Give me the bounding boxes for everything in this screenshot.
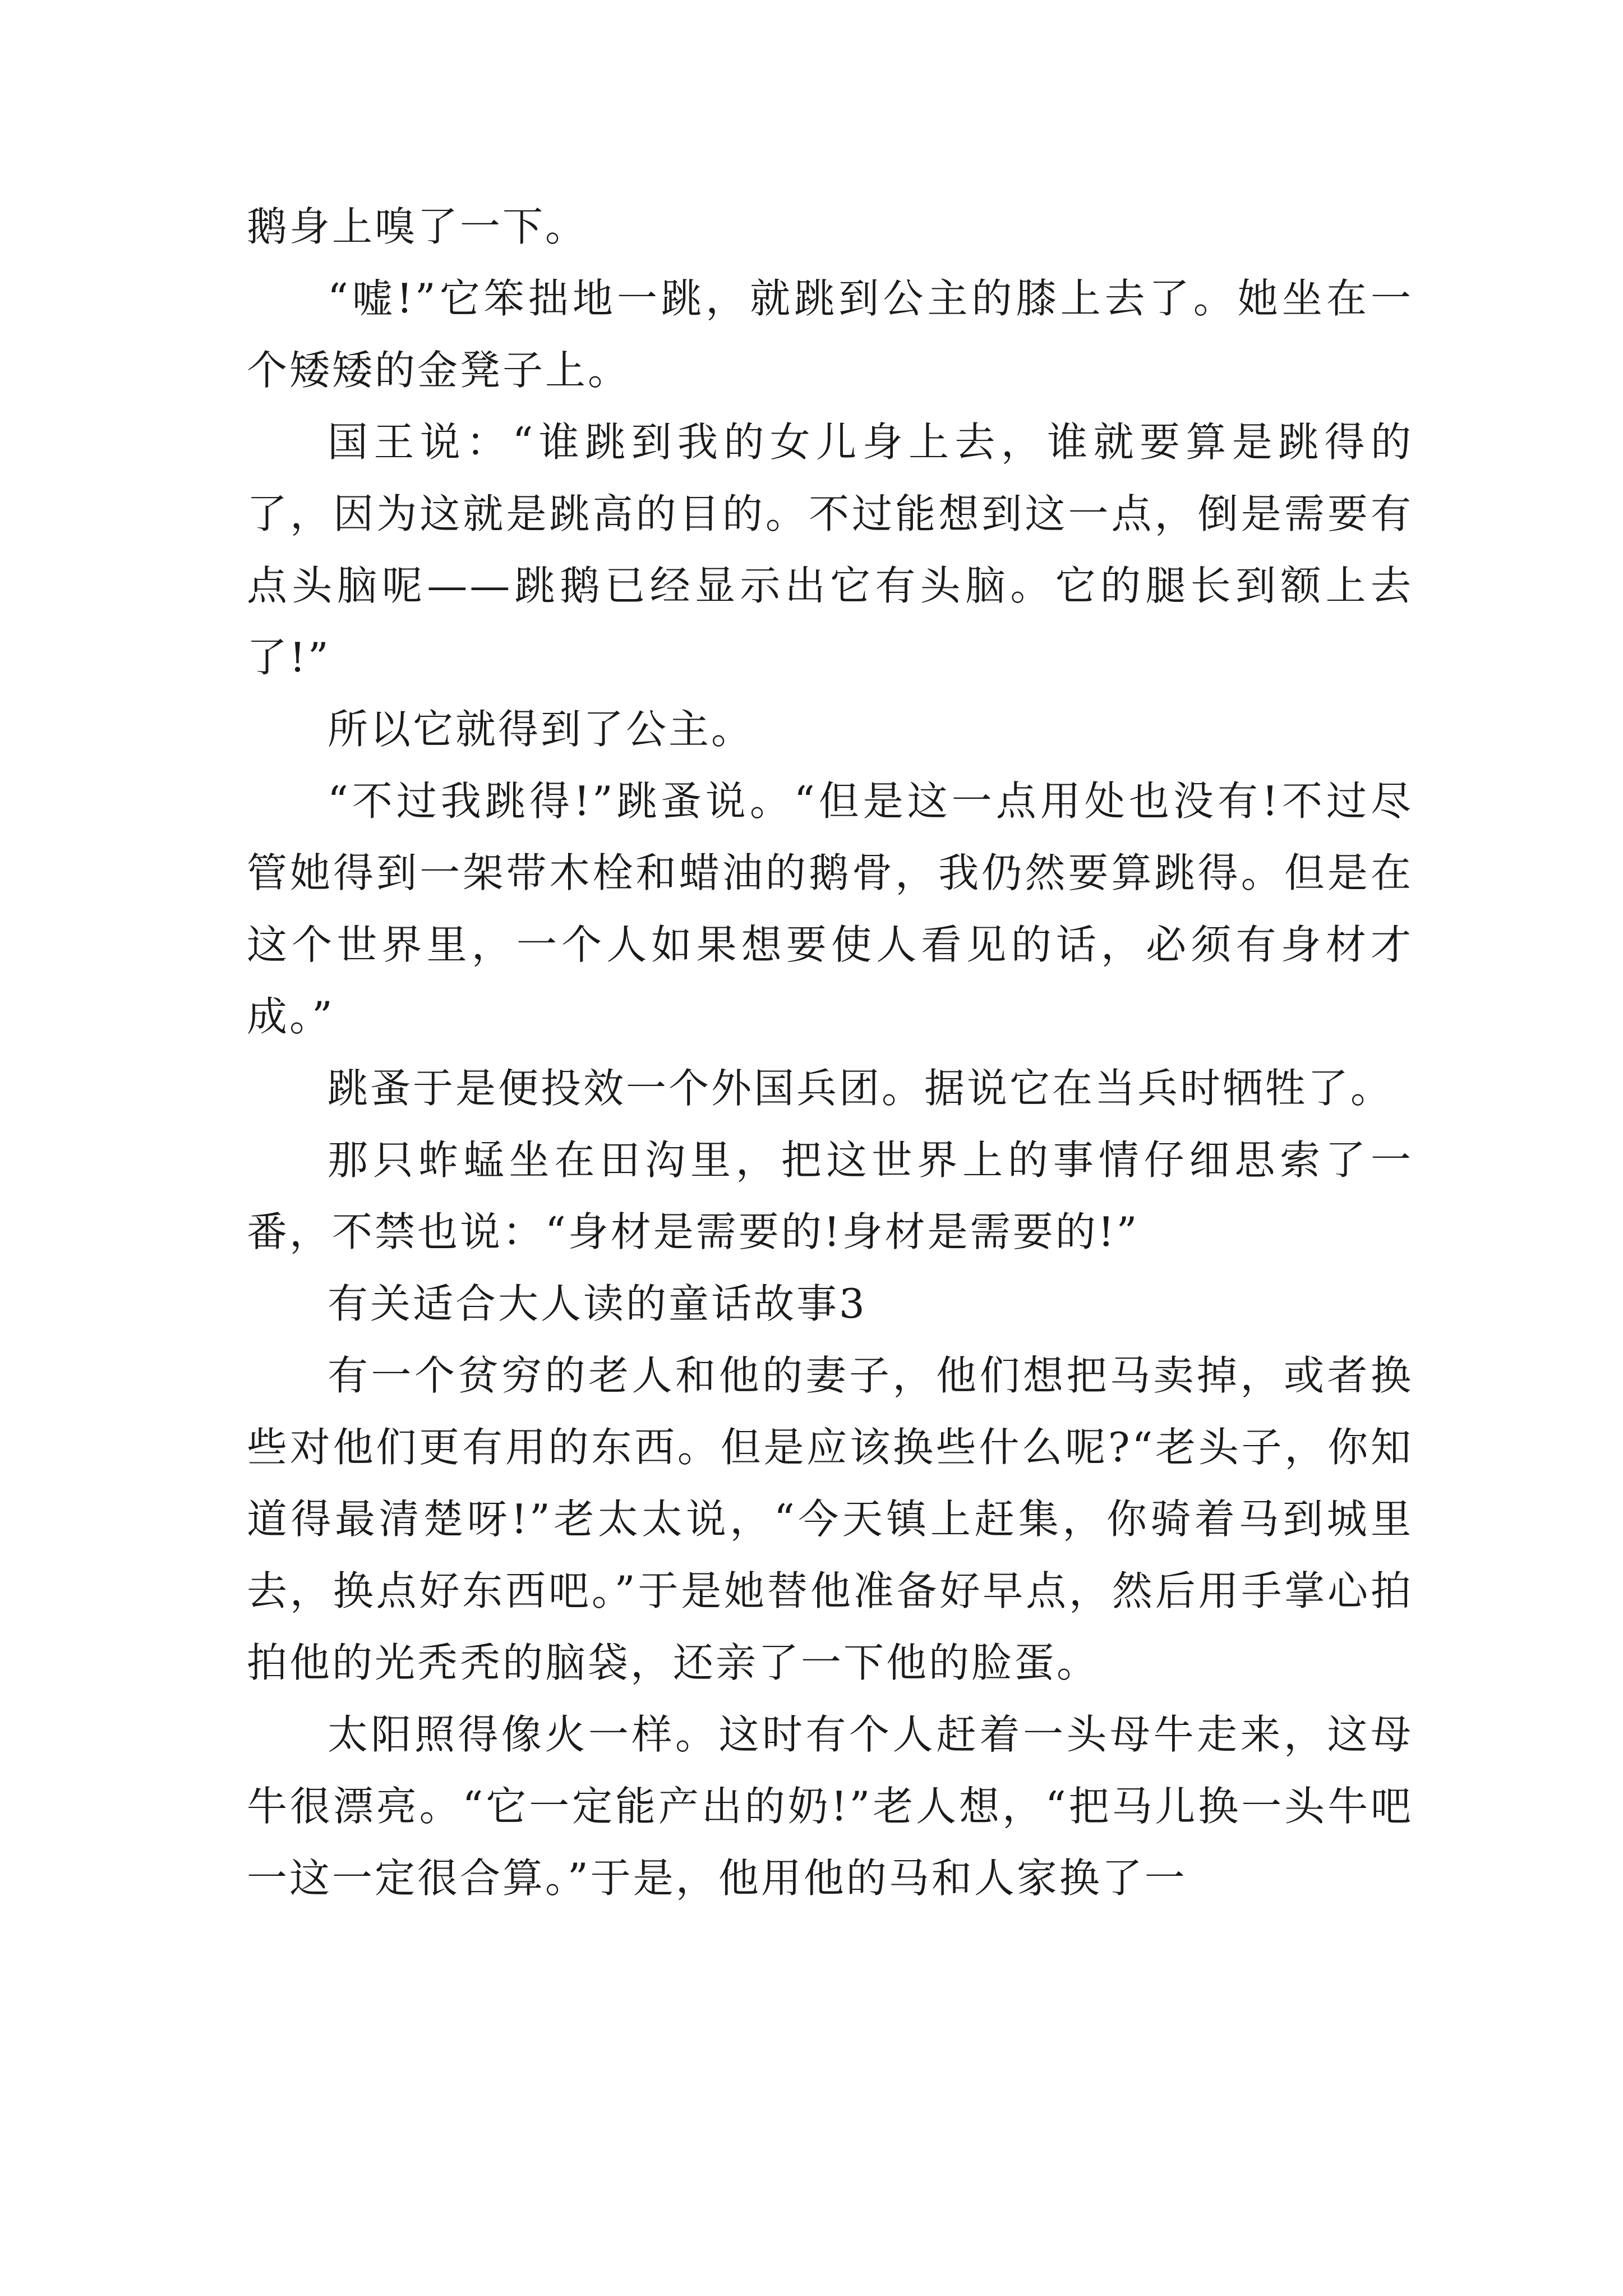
paragraph-3: 国王说：“谁跳到我的女儿身上去，谁就要算是跳得的了，因为这就是跳高的目的。不过能想到这一点，倒是需要有点头脑呢——跳鹅已经显示出它有头脑。它的腿长到额上去了!” <box>247 418 1413 681</box>
paragraph-4: 所以它就得到了公主。 <box>328 706 754 753</box>
paragraph-6: 跳蚤于是便投效一个外国兵团。据说它在当兵时牺牲了。 <box>328 1065 1394 1112</box>
paragraph-2: “嘘!”它笨拙地一跳，就跳到公主的膝上去了。她坐在一个矮矮的金凳子上。 <box>247 275 1413 394</box>
paragraph-5: “不过我跳得!”跳蚤说。“但是这一点用处也没有!不过尽管她得到一架带木栓和蜡油的鹅骨，我仍然要算跳得。但是在这个世界里，一个人如果想要使人看见的话，必须有身材才成。” <box>247 777 1413 1040</box>
body-text <box>247 191 1413 1914</box>
section-heading: 有关适合大人读的童话故事3 <box>328 1280 867 1327</box>
paragraph-8: 有一个贫穷的老人和他的妻子，他们想把马卖掉，或者换些对他们更有用的东西。但是应该换些什么呢?“老头子，你知道得最清楚呀!”老太太说，“今天镇上赶集，你骑着马到城里去，换点好东西吧。”于是她替他准备好早点，然后用手掌心拍拍他的光秃秃的脑袋，还亲了一下他的脸蛋。 <box>247 1352 1413 1686</box>
paragraph-9: 太阳照得像火一样。这时有个人赶着一头母牛走来，这母牛很漂亮。“它一定能产出的奶!”老人想，“把马儿换一头牛吧一这一定很合算。”于是，他用他的马和人家换了一 <box>247 1711 1413 1902</box>
paragraph-7: 那只蚱蜢坐在田沟里，把这世界上的事情仔细思索了一番，不禁也说：“身材是需要的!身材是需要的!” <box>247 1137 1413 1255</box>
paragraph-1: 鹅身上嗅了一下。 <box>247 203 588 250</box>
